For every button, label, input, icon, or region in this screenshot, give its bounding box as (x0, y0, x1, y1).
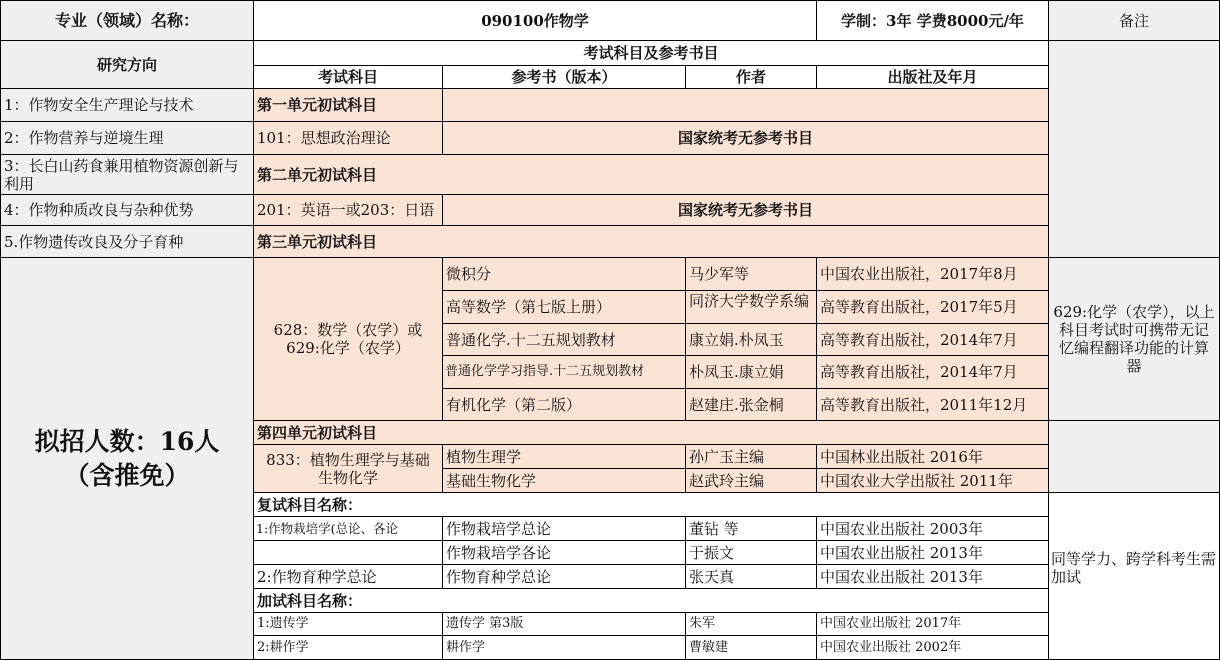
book-author: 马少军等 (686, 258, 817, 291)
exam-subjects-books-header: 考试科目及参考书目 (254, 41, 1049, 66)
remarks-column-mid (1049, 421, 1220, 493)
extra-test-title: 加试科目名称： (254, 589, 1049, 613)
book-title: 有机化学（第二版） (443, 389, 686, 421)
exam-subject-header: 考试科目 (254, 66, 443, 89)
unit2-title: 第二单元初试科目 (254, 155, 1049, 195)
book-publisher: 高等教育出版社，2011年12月 (817, 389, 1049, 421)
book-publisher: 高等教育出版社，2017年5月 (817, 291, 1049, 324)
unit2-no-books: 国家统考无参考书目 (443, 195, 1049, 226)
retest-remark: 同等学力、跨学科考生需加试 (1049, 493, 1220, 660)
book-title: 高等数学（第七版上册） (443, 291, 686, 324)
directions-header: 研究方向 (0, 41, 254, 89)
book-author: 康立娟.朴凤玉 (686, 324, 817, 356)
unit3-title: 第三单元初试科目 (254, 226, 1049, 258)
retest-book-publisher: 中国农业出版社 2013年 (817, 565, 1049, 589)
book-title: 普通化学学习指导.十二五规划教材 (443, 356, 686, 389)
retest-book-publisher: 中国农业出版社 2013年 (817, 541, 1049, 565)
retest-book-title: 作物育种学总论 (443, 565, 686, 589)
reference-book-header: 参考书（版本） (443, 66, 686, 89)
unit4-title: 第四单元初试科目 (254, 421, 1049, 445)
book-publisher: 高等教育出版社，2014年7月 (817, 356, 1049, 389)
retest-book-title: 作物栽培学各论 (443, 541, 686, 565)
book-publisher: 中国农业出版社，2017年8月 (817, 258, 1049, 291)
book-author: 同济大学数学系编 (686, 291, 817, 324)
unit4-subject: 833：植物生理学与基础生物化学 (254, 445, 443, 493)
extra-subject: 2:耕作学 (254, 636, 443, 660)
extra-book-title: 遗传学 第3版 (443, 613, 686, 636)
unit1-blank (443, 89, 1049, 122)
extra-book-author: 曹敏建 (686, 636, 817, 660)
book-publisher: 中国林业出版社 2016年 (817, 445, 1049, 469)
major-name: 090100作物学 (254, 0, 817, 41)
direction-item: 1：作物安全生产理论与技术 (0, 89, 254, 122)
book-author: 朴凤玉.康立娟 (686, 356, 817, 389)
extra-book-publisher: 中国农业出版社 2017年 (817, 613, 1049, 636)
direction-item: 5.作物遗传改良及分子育种 (0, 226, 254, 258)
direction-item: 4：作物种质改良与杂种优势 (0, 195, 254, 226)
duration-fee: 学制：3年 学费8000元/年 (817, 0, 1049, 41)
retest-book-publisher: 中国农业出版社 2003年 (817, 517, 1049, 541)
direction-item: 2：作物营养与逆境生理 (0, 122, 254, 155)
book-author: 赵建庄.张金桐 (686, 389, 817, 421)
retest-title: 复试科目名称： (254, 493, 1049, 517)
remarks-header: 备注 (1049, 0, 1220, 41)
extra-book-title: 耕作学 (443, 636, 686, 660)
retest-subject: 1:作物栽培学(总论、各论 (254, 517, 443, 541)
book-publisher: 高等教育出版社，2014年7月 (817, 324, 1049, 356)
retest-book-author: 张天真 (686, 565, 817, 589)
extra-subject: 1:遗传学 (254, 613, 443, 636)
extra-book-publisher: 中国农业出版社 2002年 (817, 636, 1049, 660)
author-header: 作者 (686, 66, 817, 89)
extra-book-author: 朱军 (686, 613, 817, 636)
unit1-subject: 101：思想政治理论 (254, 122, 443, 155)
book-title: 普通化学.十二五规划教材 (443, 324, 686, 356)
unit3-subject: 628：数学（农学）或629:化学（农学） (254, 258, 443, 421)
enrollment-cell (0, 258, 254, 660)
retest-book-title: 作物栽培学总论 (443, 517, 686, 541)
publisher-header: 出版社及年月 (817, 66, 1049, 89)
book-title: 基础生物化学 (443, 469, 686, 493)
retest-book-author: 董钻 等 (686, 517, 817, 541)
direction-item: 3：长白山药食兼用植物资源创新与利用 (0, 155, 254, 195)
book-title: 微积分 (443, 258, 686, 291)
book-author: 赵武玲主编 (686, 469, 817, 493)
remarks-column-upper (1049, 41, 1220, 258)
unit1-title: 第一单元初试科目 (254, 89, 443, 122)
book-title: 植物生理学 (443, 445, 686, 469)
enrollment-note: （含推免） (64, 460, 190, 490)
retest-subject (254, 541, 443, 565)
field-name-label: 专业（领域）名称： (0, 0, 254, 41)
retest-book-author: 于振文 (686, 541, 817, 565)
book-author: 孙广玉主编 (686, 445, 817, 469)
book-publisher: 中国农业大学出版社 2011年 (817, 469, 1049, 493)
unit2-subject: 201：英语一或203：日语 (254, 195, 443, 226)
unit3-remark: 629:化学（农学），以上科目考试时可携带无记忆编程翻译功能的计算器 (1049, 258, 1220, 421)
retest-subject: 2:作物育种学总论 (254, 565, 443, 589)
enrollment-count: 拟招人数：16人 (34, 426, 220, 456)
unit1-no-books: 国家统考无参考书目 (443, 122, 1049, 155)
